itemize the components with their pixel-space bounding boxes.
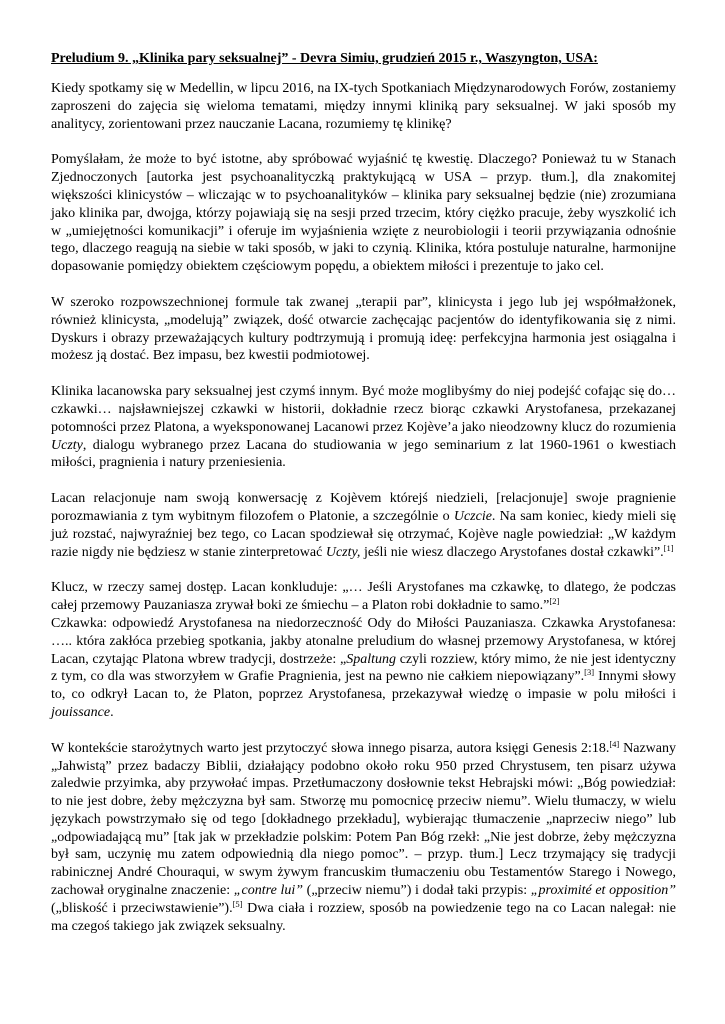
paragraph-5-text-a: Lacan relacjonuje nam swoją konwersację z Kojèvem którejś niedzieli, [relacjonuje] swoje pragnienie porozmawiania z tym wybitnym filozofem o Platonie, a szczególnie o (51, 491, 676, 524)
paragraph-7-text-b: czyli rozziew, który mimo, że nie jest identyczny z tym, co dla was stworzyłem w Grafie Pragnienia, jest na pewno nie całkiem niepowiązany”. (51, 651, 676, 685)
paragraph-3: W szeroko rozpowszechnionej formule tak zwanej „terapii par”, klinicysta i jego lub jej współmałżonek, również klinicysta, „modelują” związek, dość otwarcie zachęcając pacjentów do identyfikowania się z nimi. Dyskurs i obrazy przeważających kultury podtrzymują i promują ideę: perfekcyjna harmonia jest osiągalna i możesz ją dostać. Bez impasu, bez kwestii podmiotowej. (51, 294, 676, 364)
paragraph-4 (51, 383, 676, 472)
footnote-ref-5[interactable]: [5] (232, 898, 243, 909)
paragraph-7-text-d: . (110, 704, 114, 720)
paragraph-5-italic-2: Uczty, (325, 544, 361, 560)
paragraph-5-text-b: . Na sam koniec, kiedy mieli się już rozstać, najwyraźniej bez tego, co Lacan spodziewał się otrzymać, Kojève nagle powiedział: „W każdym razie nigdy nie będziesz w stanie zinterpretować (51, 508, 677, 560)
document-title: Preludium 9. „Klinika pary seksualnej” - Devra Simiu, grudzień 2015 r., Waszyngton, USA: (51, 51, 598, 66)
paragraph-8-text-a: W kontekście starożytnych warto jest przytoczyć słowa innego pisarza, autora księgi Genesis 2:18. (51, 740, 610, 756)
footnote-ref-4[interactable]: [4] (609, 738, 620, 749)
paragraph-7-text-a: Czkawka: odpowiedź Arystofanesa na niedorzeczność Ody do Miłości Pauzaniasza. Czkawka Arystofanesa: ….. która zakłóca przebieg spotkania, jakby atonalne preludium do własnej przemowy Arystofanesa, w której Lacan, czytając Platona wbrew tradycji, dostrzeże: „ (51, 615, 676, 667)
paragraph-7-italic-2: jouissance (51, 704, 111, 720)
paragraph-7 (51, 615, 676, 722)
paragraph-6-text-a: Klucz, w rzeczy samej dostęp. Lacan konkluduje: „… Jeśli Arystofanes ma czkawkę, to dlatego, że podczas całej przemowy Pauzaniasza zrywał boki ze śmiechu – a Platon robi dokładnie to samo.” (51, 580, 676, 614)
paragraph-4-italic: Uczty (51, 437, 83, 453)
paragraph-8-italic-2: „proximité et opposition” (530, 883, 677, 899)
paragraph-8-text-d: („bliskość i przeciwstawienie”). (51, 900, 233, 916)
paragraph-7-italic-1: Spaltung (346, 651, 396, 667)
paragraph-8-text-c: („przeciw niemu”) i dodał taki przypis: (303, 883, 531, 899)
footnote-ref-2[interactable]: [2] (549, 596, 560, 607)
paragraph-8-text-e: Dwa ciała i rozziew, sposób na powiedzenie tego na co Lacan nalegał: nie ma czegoś takiego jak związek seksualny. (51, 900, 676, 934)
paragraph-8 (51, 740, 676, 936)
paragraph-8-italic-1: „contre lui” (233, 883, 304, 899)
paragraph-6 (51, 579, 676, 615)
footnote-ref-1[interactable]: [1] (663, 542, 674, 553)
paragraph-2: Pomyślałam, że może to być istotne, aby spróbować wyjaśnić tę kwestię. Dlaczego? Ponieważ tu w Stanach Zjednoczonych [autorka jest psychoanalityczką praktykującą w USA – przyp. tłum.], dla znakomitej większości klinicystów – wliczając w to psychoanalityków – klinika pary seksualnej będzie (nie) zrozumiana jako klinika par, dwojga, którzy pojawiają się na sesji przed trzecim, który ciężko pracuje, żeby wyszkolić ich w „umiejętności komunikacji” i oferuje im wyjaśnienia wzięte z neurobiologii i teorii przywiązania odnośnie tego, dlaczego reagują na siebie w taki sposób, w jaki to czynią. Klinika, która postuluje naturalne, harmonijne dopasowanie pomiędzy obiektem częściowym popędu, a obiektem miłości i prezentuje to jako cel. (51, 152, 676, 275)
paragraph-5-italic-1: Uczcie (453, 508, 492, 524)
paragraph-8-text-b: Nazwany „Jahwistą” przez badaczy Biblii, działający podobno około roku 950 przed Chrystusem, ten pisarz używa zaledwie przyimka, aby przywołać impas. Przetłumaczony dosłownie tekst Hebrajski mówi: „Bóg powiedział: to nie jest dobre, żeby mężczyzna był sam. Stworzę mu pomocnicę przeciw niemu”. Wielu tłumaczy, w wielu językach powstrzymało się od tego [dokładnego przekładu], wybierając tłumaczenie „naprzeciw niego” lub „odpowiadającą mu” [tak jak w przekładzie polskim: Potem Pan Bóg rzekł: „Nie jest dobrze, żeby mężczyzna był sam, uczynię mu zatem odpowiednią dla niego pomoc”. – przyp. tłum.] Lecz trzymający się tradycji rabinicznej André Chouraqui, w swym żywym francuskim tłumaczeniu obu Testamentów Starego i Nowego, zachował oryginalne znaczenie: (51, 740, 676, 899)
paragraph-5 (51, 490, 676, 561)
paragraph-1: Kiedy spotkamy się w Medellin, w lipcu 2016, na IX-tych Spotkaniach Międzynarodowych Forów, zostaniemy zaproszeni do zajęcia się wieloma tematami, między innymi kliniką pary seksualnej. W jaki sposób my analitycy, zorientowani przez nauczanie Lacana, rozumiemy tę klinikę? (51, 81, 676, 132)
paragraph-4-text-b: , dialogu wybranego przez Lacana do studiowania w jego seminarium z lat 1960-1961 o kwestiach miłości, pragnienia i natury przeniesienia. (51, 437, 676, 471)
paragraph-4-text-a: Klinika lacanowska pary seksualnej jest czymś innym. Być może moglibyśmy do niej podejść cofając się do… czkawki… najsławniejszej czkawki w historii, dokładnie rzecz biorąc czkawki Arystofanesa, przekazanej potomności przez Platona, a wyeksponowanej Lacanowi przez Kojève’a jako nieodzowny klucz do rozumienia (51, 384, 676, 435)
document-page (51, 50, 676, 953)
footnote-ref-3[interactable]: [3] (584, 667, 595, 678)
paragraph-7-text-c: Innymi słowy to, co odkrył Lacan to, że Platon, poprzez Arystofanesa, przekazywał wiedzę o impasie w polu miłości i (51, 669, 677, 703)
paragraph-5-text-c: jeśli nie wiesz dlaczego Arystofanes dostał czkawki”. (360, 544, 664, 560)
